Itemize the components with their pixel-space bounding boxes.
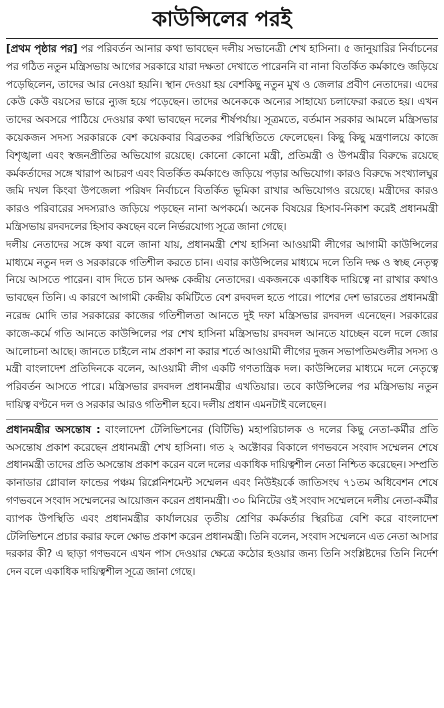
section-divider [6,419,438,420]
continuation-marker: [প্রথম পৃষ্ঠার পর] [6,43,78,55]
paragraph-2-text: দলীয় নেতাদের সঙ্গে কথা বলে জানা যায়, প্রধানমন্ত্রী শেখ হাসিনা আওয়ামী লীগের আগামী কাউন্সিলের মাধ্যমে নতুন দল ও সরকারকে গতিশীল করতে চান। এবার কাউন্সিলের মাধ্যমে দলে তিনি দক্ষ ও স্বচ্ছ নেতৃত্ব নিয়ে আসতে পারেন। বাদ দিতে চান অদক্ষ কেন্দ্রীয় নেতাদের। একজনকে একাধিক দায়িত্বে না রাখার কথাও ভাবছেন তিনি। এ কারণে আগামী কেন্দ্রীয় কমিটিতে বেশ রদবদল হতে পারে। পাশের দেশ ভারতের প্রধানমন্ত্রী নরেন্দ্র মোদি তার সরকারের কাজের গতিশীলতা আনতে দুই দফা মন্ত্রিসভার রদবদল এনেছেন। সরকারের কাজে-কর্মে গতি আনতে কাউন্সিলের পর শেখ হাসিনা মন্ত্রিসভায় রদবদল আনতে যাচ্ছেন বলে দলে জোর আলোচনা আছে। জানতে চাইলে নাম প্রকাশ না করার শর্তে আওয়ামী লীগের দুজন সভাপতিমণ্ডলীর সদস্য ও মন্ত্রী বাংলাদেশ প্রতিদিনকে বলেন, আওয়ামী লীগ একটি গণতান্ত্রিক দল। কাউন্সিলের মাধ্যমে দলে নেতৃত্বে পরিবর্তন আসতে পারে। মন্ত্রিসভার রদবদল প্রধানমন্ত্রীর এখতিয়ার। তবে কাউন্সিলের পর মন্ত্রিসভায় নতুন দায়িত্ব বণ্টনে দল ও সরকার আরও গতিশীল হবে। দলীয় প্রধান এমনটাই বলেছেন। [6,238,438,411]
article-paragraph-3 [6,422,438,582]
article-paragraph-1 [6,41,438,237]
paragraph-1-text: পর পরিবর্তন আনার কথা ভাবছেন দলীয় সভানেত্রী শেখ হাসিনা। ৫ জানুয়ারির নির্বাচনের পর গঠিত নতুন মন্ত্রিসভায় আগের সরকারে যারা দক্ষতা দেখাতে পারেননি বা নানা বিতর্কিত কর্মকাণ্ডে জড়িয়ে পড়েছিলেন, তাদের আর নেওয়া হয়নি। স্থান দেওয়া হয় বেশকিছু নতুন মুখ ও জেলার প্রবীণ নেতাদের। এদের কেউ কেউ বয়সের ভারে ন্যুজ হয়ে পড়েছেন। তাদের অনেককে অন্যের সাহায্যে চলাফেরা করতে হয়। এখন তাদের অবসরে পাঠিয়ে দেওয়ার কথা ভাবছেন দলের শীর্ষপর্যায়। সূত্রমতে, বর্তমান সরকার আমলে মন্ত্রিসভার কয়েকজন সদস্য সরকারকে বেশ কয়েকবার বিব্রতকর পরিস্থিতিতে ফেলেছেন। কিছু কিছু মন্ত্রণালয়ে কাজে বিশৃঙ্খলা এবং স্বজনপ্রীতির অভিযোগ রয়েছে। কোনো কোনো মন্ত্রী, প্রতিমন্ত্রী ও উপমন্ত্রীর বিরুদ্ধে রয়েছে কর্মকর্তাদের সঙ্গে খারাপ আচরণ এবং বিতর্কিত কর্মকাণ্ডে জড়িয়ে পড়ার অভিযোগ। কারও বিরুদ্ধে সংখ্যালঘুর জমি দখল কিংবা উপজেলা পরিষদ নির্বাচনে বিতর্কিত ভূমিকা রাখার অভিযোগও রয়েছে। মন্ত্রীদের কারও কারও পরিবারের সদস্যরাও জড়িয়ে পড়ছেন নানা অপকর্মে। অনেক বিষয়ের হিসাব-নিকাশ করেই প্রধানমন্ত্রী মন্ত্রিসভায় রদবদলের হিসাব কষছেন বলে নির্ভরযোগ্য সূত্রে জানা গেছে। [6,43,438,233]
paragraph-3-text: বাংলাদেশ টেলিভিশনের (বিটিভি) মহাপরিচালক ও দলের কিছু নেতা-কর্মীর প্রতি অসন্তোষ প্রকাশ করেছেন প্রধানমন্ত্রী শেখ হাসিনা। গত ২ অক্টোবর বিকালে গণভবনে সংবাদ সম্মেলন শেষে প্রধানমন্ত্রী তাদের প্রতি অসন্তোষ প্রকাশ করেন বলে দলের একাধিক দায়িত্বশীল নেতা নিশ্চিত করেছেন। সম্প্রতি কানাডার গ্লোবাল ফান্ডের পঞ্চম রিপ্লেনিশমেন্ট সম্মেলন এবং নিউইয়র্কে জাতিসংঘ ৭১তম অধিবেশন শেষে গণভবনে সংবাদ সম্মেলনের আয়োজন করেন প্রধানমন্ত্রী। ৩০ মিনিটের ওই সংবাদ সম্মেলনে দলীয় নেতা-কর্মীর ব্যাপক উপস্থিতি এবং প্রধানমন্ত্রীর কার্যালয়ের তৃতীয় শ্রেণির কর্মকর্তার স্থিরচিত্র বেশি করে বাংলাদেশ টেলিভিশনে প্রচার করার ফলে ক্ষোভ প্রকাশ করেন প্রধানমন্ত্রী। তিনি বলেন, সংবাদ সম্মেলনে এত নেতা আসার দরকার কী? এ ছাড়া গণভবনে এখন পাস দেওয়ার ক্ষেত্রে কঠোর হওয়ার জন্য তিনি সংশ্লিষ্টদের তিনি নির্দেশ দেন বলে একাধিক দায়িত্বশীল সূত্রে জানা গেছে। [6,423,438,579]
subheading-pm-displeasure: প্রধানমন্ত্রীর অসন্তোষ : [6,423,101,436]
article-paragraph-2 [6,237,438,415]
article-title: কাউন্সিলের পরই [6,0,438,39]
